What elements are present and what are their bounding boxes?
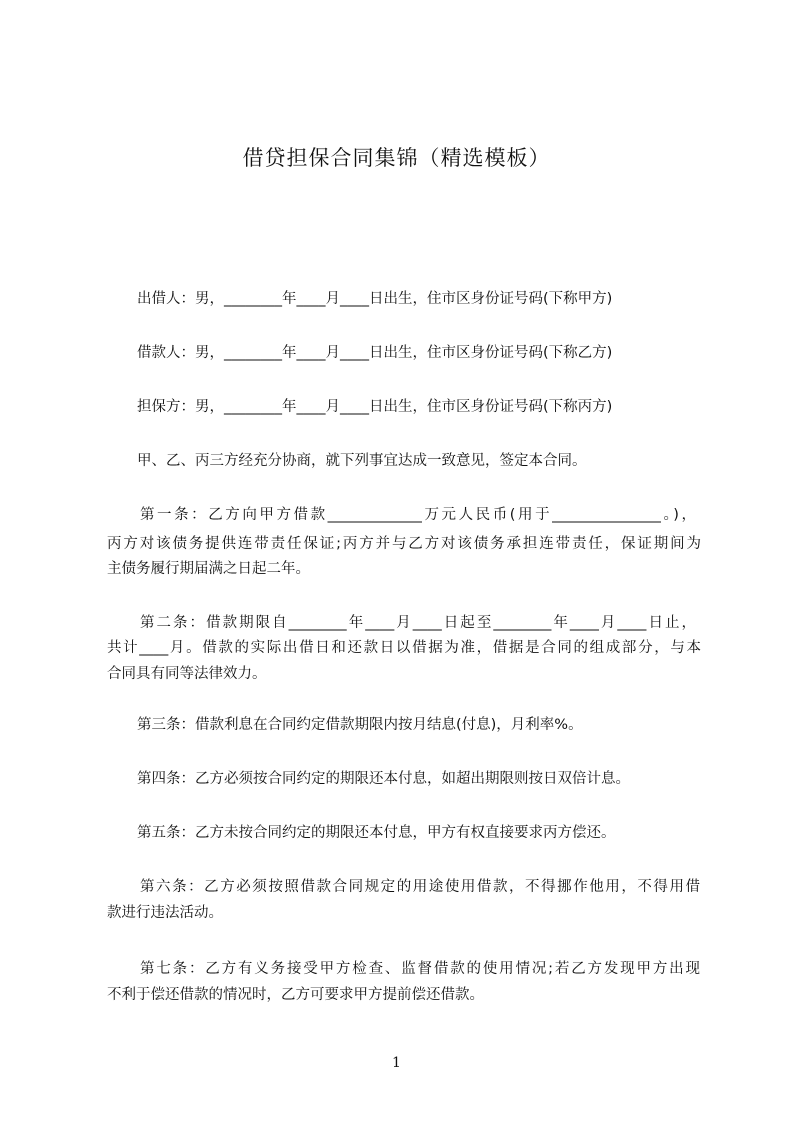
- article-2-line-3: 合同具有同等法律效力。: [107, 666, 267, 682]
- page-number: 1: [392, 1055, 401, 1071]
- article-5-line: 第五条：乙方未按合同约定的期限还本付息，甲方有权直接要求丙方偿还。: [137, 825, 616, 841]
- article-4-line: 第四条：乙方必须按合同约定的期限还本付息，如超出期限则按日双倍计息。: [137, 771, 630, 787]
- article-6-line-2: 款进行违法活动。: [107, 905, 223, 921]
- article-7-line-1: 第七条：乙方有义务接受甲方检查、监督借款的使用情况;若乙方发现甲方出现: [140, 961, 700, 977]
- article-1-line-1: 第一条：乙方向甲方借款_____________万元人民币(用于_______________。)，: [140, 507, 696, 523]
- article-2-line-2: 共计____月。借款的实际出借日和还款日以借据为准，借据是合同的组成部分，与本: [107, 640, 701, 656]
- article-3-line: 第三条：借款利息在合同约定借款期限内按月结息(付息)，月利率%。: [137, 717, 583, 733]
- article-7-line-2: 不利于偿还借款的情况时，乙方可要求甲方提前偿还借款。: [107, 987, 484, 1003]
- article-6-line-1: 第六条：乙方必须按照借款合同规定的用途使用借款，不得挪作他用，不得用借: [140, 879, 700, 895]
- lender-line: 出借人：男，________年____月____日出生，住市区身份证号码(下称甲方): [137, 291, 613, 307]
- document-title: 借贷担保合同集锦（精选模板）: [242, 146, 551, 170]
- article-2-line-1: 第二条：借款期限自________年____月____日起至________年____月____日止，: [140, 615, 696, 631]
- guarantor-line: 担保方：男，________年____月____日出生，住市区身份证号码(下称丙方): [137, 399, 613, 415]
- borrower-line: 借款人：男，________年____月____日出生，住市区身份证号码(下称乙方): [137, 345, 613, 361]
- article-1-line-3: 主债务履行期届满之日起二年。: [107, 561, 310, 577]
- preamble-line: 甲、乙、丙三方经充分协商，就下列事宜达成一致意见，签定本合同。: [137, 453, 587, 469]
- article-1-line-2: 丙方对该债务提供连带责任保证;丙方并与乙方对该债务承担连带责任，保证期间为: [107, 536, 701, 552]
